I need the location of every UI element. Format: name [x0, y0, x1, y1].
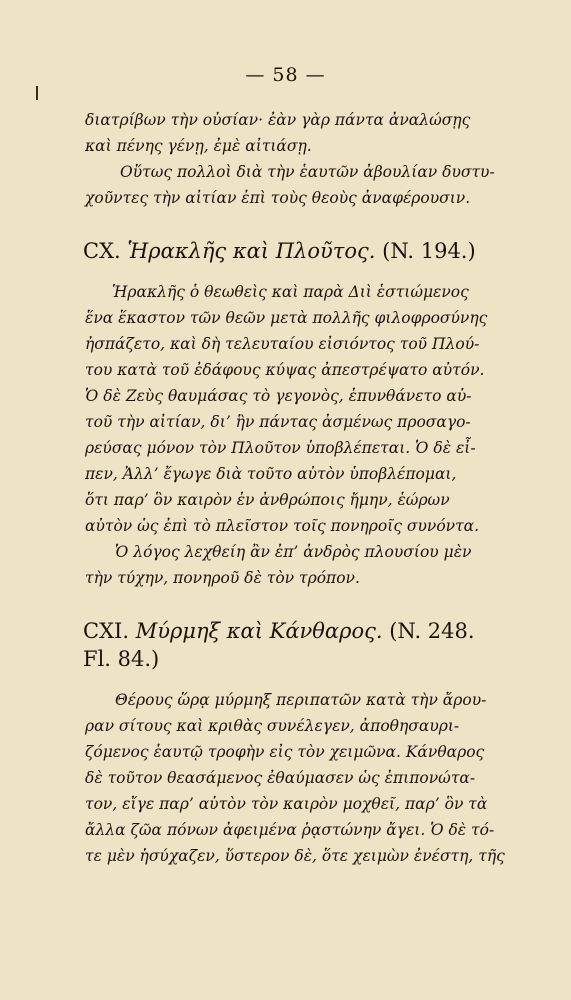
- section-heading-cx: [83, 238, 476, 264]
- text-line: Ὁ λόγος λεχθείη ἂν ἐπ’ ἀνδρὸς πλουσίου μὲν: [115, 543, 472, 561]
- section-reference-2: Fl. 84.): [83, 647, 160, 671]
- text-line: διατρίβων τὴν οὐσίαν· ἐὰν γὰρ πάντα ἀναλώσῃς: [85, 111, 471, 129]
- text-line: ζόμενος ἑαυτῷ τροφὴν εἰς τὸν χειμῶνα. Κάνθαρος: [85, 743, 485, 761]
- section-number: CX.: [83, 239, 121, 263]
- text-line: τον, εἴγε παρ’ αὐτὸν τὸν καιρὸν μοχθεῖ, παρ’ ὃν τὰ: [85, 795, 488, 813]
- text-line: τε μὲν ἡσύχαζεν, ὕστερον δὲ, ὅτε χειμὼν ἐνέστη, τῆς: [85, 847, 505, 865]
- section-number: CXI.: [83, 619, 129, 643]
- text-line: Θέρους ὥρᾳ μύρμηξ περιπατῶν κατὰ τὴν ἄρου-: [115, 691, 487, 709]
- page-number: — 58 —: [245, 64, 326, 86]
- text-line: Ἡρακλῆς ὁ θεωθεὶς καὶ παρὰ Διὶ ἑστιώμενος: [112, 283, 469, 301]
- text-line: ἕνα ἕκαστον τῶν θεῶν μετὰ πολλῆς φιλοφροσύνης: [85, 309, 488, 327]
- text-line: ἠσπάζετο, καὶ δὴ τελευταίου εἰσιόντος τοῦ Πλού-: [85, 335, 480, 353]
- text-line: ὅτι παρ’ ὃν καιρὸν ἐν ἀνθρώποις ἤμην, ἑώρων: [85, 491, 450, 509]
- text-line: χοῦντες τὴν αἰτίαν ἐπὶ τοὺς θεοὺς ἀναφέρουσιν.: [85, 189, 471, 207]
- section-reference: (N. 248.: [389, 619, 475, 643]
- text-line: δὲ τοῦτον θεασάμενος ἐθαύμασεν ὡς ἐπιπονώτα-: [85, 769, 476, 787]
- text-line: πεν, Ἀλλ’ ἔγωγε διὰ τοῦτο αὐτὸν ὑποβλέπομαι,: [85, 465, 457, 483]
- text-line: ραν σίτους καὶ κριθὰς συνέλεγεν, ἀποθησαυρι-: [85, 717, 460, 735]
- section-reference: (N. 194.): [382, 239, 476, 263]
- section-reference-continued: [83, 646, 159, 672]
- text-line: ἄλλα ζῶα πόνων ἀφειμένα ῥᾳστώνην ἄγει. Ὁ δὲ τό-: [85, 821, 495, 839]
- text-line: ρεύσας μόνον τὸν Πλοῦτον ὑποβλέπεται. Ὁ δὲ εἶ-: [85, 439, 476, 457]
- text-line: του κατὰ τοῦ ἐδάφους κύψας ἀπεστρέψατο αὐτόν.: [85, 361, 485, 379]
- text-line: Οὕτως πολλοὶ διὰ τὴν ἑαυτῶν ἀβουλίαν δυστυ-: [120, 163, 495, 181]
- section-title: Μύρμηξ καὶ Κάνθαρος.: [135, 619, 383, 643]
- text-line: τὴν τύχην, πονηροῦ δὲ τὸν τρόπον.: [85, 569, 360, 587]
- text-line: αὐτὸν ὡς ἐπὶ τὸ πλεῖστον τοῖς πονηροῖς συνόντα.: [85, 517, 480, 535]
- text-line: καὶ πένης γένῃ, ἐμὲ αἰτιάσῃ.: [85, 137, 312, 155]
- text-line: Ὁ δὲ Ζεὺς θαυμάσας τὸ γεγονὸς, ἐπυνθάνετο αὐ-: [85, 387, 472, 405]
- text-line: τοῦ τὴν αἰτίαν, δι’ ἣν πάντας ἀσμένως προσαγο-: [85, 413, 471, 431]
- section-title: Ἡρακλῆς καὶ Πλοῦτος.: [127, 239, 376, 263]
- section-heading-cxi: [83, 618, 475, 644]
- margin-mark: [36, 86, 38, 100]
